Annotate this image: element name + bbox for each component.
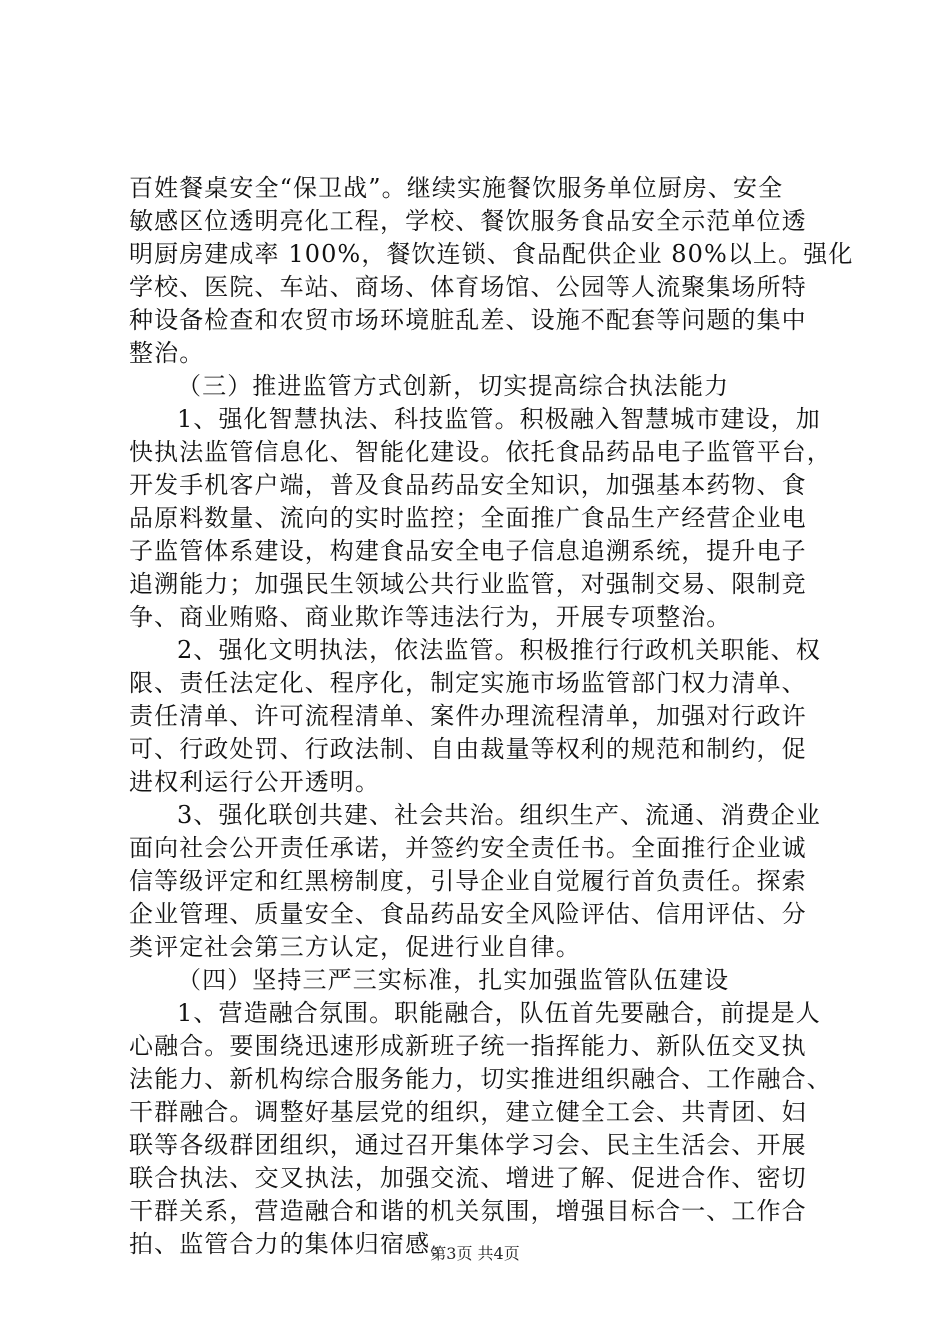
text-line: 拍、监管合力的集体归宿感。 xyxy=(129,1230,456,1258)
text-line: 学校、医院、车站、商场、体育场馆、公园等人流聚集场所特 xyxy=(129,273,807,301)
text-line: 信等级评定和红黑榜制度，引导企业自觉履行首负责任。探索 xyxy=(129,867,807,895)
text-line: （三）推进监管方式创新，切实提高综合执法能力 xyxy=(177,372,730,400)
text-line: 干群关系，营造融合和谐的机关氛围，增强目标合一、工作合 xyxy=(129,1197,807,1225)
text-line: 责任清单、许可流程清单、案件办理流程清单，加强对行政许 xyxy=(129,702,807,730)
text-line: 心融合。要围绕迅速形成新班子统一指挥能力、新队伍交叉执 xyxy=(129,1032,807,1060)
text-line: 品原料数量、流向的实时监控；全面推广食品生产经营企业电 xyxy=(129,504,807,532)
text-line: 种设备检查和农贸市场环境脏乱差、设施不配套等问题的集中 xyxy=(129,306,807,334)
text-line: 联合执法、交叉执法，加强交流、增进了解、促进合作、密切 xyxy=(129,1164,807,1192)
text-line: 可、行政处罚、行政法制、自由裁量等权利的规范和制约，促 xyxy=(129,735,807,763)
text-line: 1、强化智慧执法、科技监管。积极融入智慧城市建设，加 xyxy=(177,405,821,433)
page-footer: 第3页 共4页 xyxy=(430,1244,520,1263)
text-line: 快执法监管信息化、智能化建设。依托食品药品电子监管平台， xyxy=(129,438,832,466)
text-line: 争、商业贿赂、商业欺诈等违法行为，开展专项整治。 xyxy=(129,603,732,631)
text-line: 法能力、新机构综合服务能力，切实推进组织融合、工作融合、 xyxy=(129,1065,832,1093)
text-line: 1、营造融合氛围。职能融合，队伍首先要融合，前提是人 xyxy=(177,999,821,1027)
text-line: 开发手机客户端，普及食品药品安全知识，加强基本药物、食 xyxy=(129,471,807,499)
text-line: 2、强化文明执法，依法监管。积极推行行政机关职能、权 xyxy=(177,636,821,664)
text-line: 限、责任法定化、程序化，制定实施市场监管部门权力清单、 xyxy=(129,669,807,697)
text-line: 追溯能力；加强民生领域公共行业监管，对强制交易、限制竞 xyxy=(129,570,807,598)
text-line: 企业管理、质量安全、食品药品安全风险评估、信用评估、分 xyxy=(129,900,807,928)
text-line: 进权利运行公开透明。 xyxy=(129,768,380,796)
text-line: 联等各级群团组织，通过召开集体学习会、民主生活会、开展 xyxy=(129,1131,807,1159)
text-line: 子监管体系建设，构建食品安全电子信息追溯系统，提升电子 xyxy=(129,537,807,565)
text-line: 3、强化联创共建、社会共治。组织生产、流通、消费企业 xyxy=(177,801,821,829)
text-line: 敏感区位透明亮化工程，学校、餐饮服务食品安全示范单位透 xyxy=(129,207,807,235)
text-line: 类评定社会第三方认定，促进行业自律。 xyxy=(129,933,581,961)
document-body xyxy=(129,172,854,1261)
text-line: 整治。 xyxy=(129,339,205,367)
text-line: 百姓餐桌安全“保卫战”。继续实施餐饮服务单位厨房、安全 xyxy=(129,174,784,202)
text-line: 面向社会公开责任承诺，并签约安全责任书。全面推行企业诚 xyxy=(129,834,807,862)
text-line: 明厨房建成率 100%，餐饮连锁、食品配供企业 80%以上。强化 xyxy=(129,240,854,268)
text-line: （四）坚持三严三实标准，扎实加强监管队伍建设 xyxy=(177,966,730,994)
text-line: 干群融合。调整好基层党的组织，建立健全工会、共青团、妇 xyxy=(129,1098,807,1126)
